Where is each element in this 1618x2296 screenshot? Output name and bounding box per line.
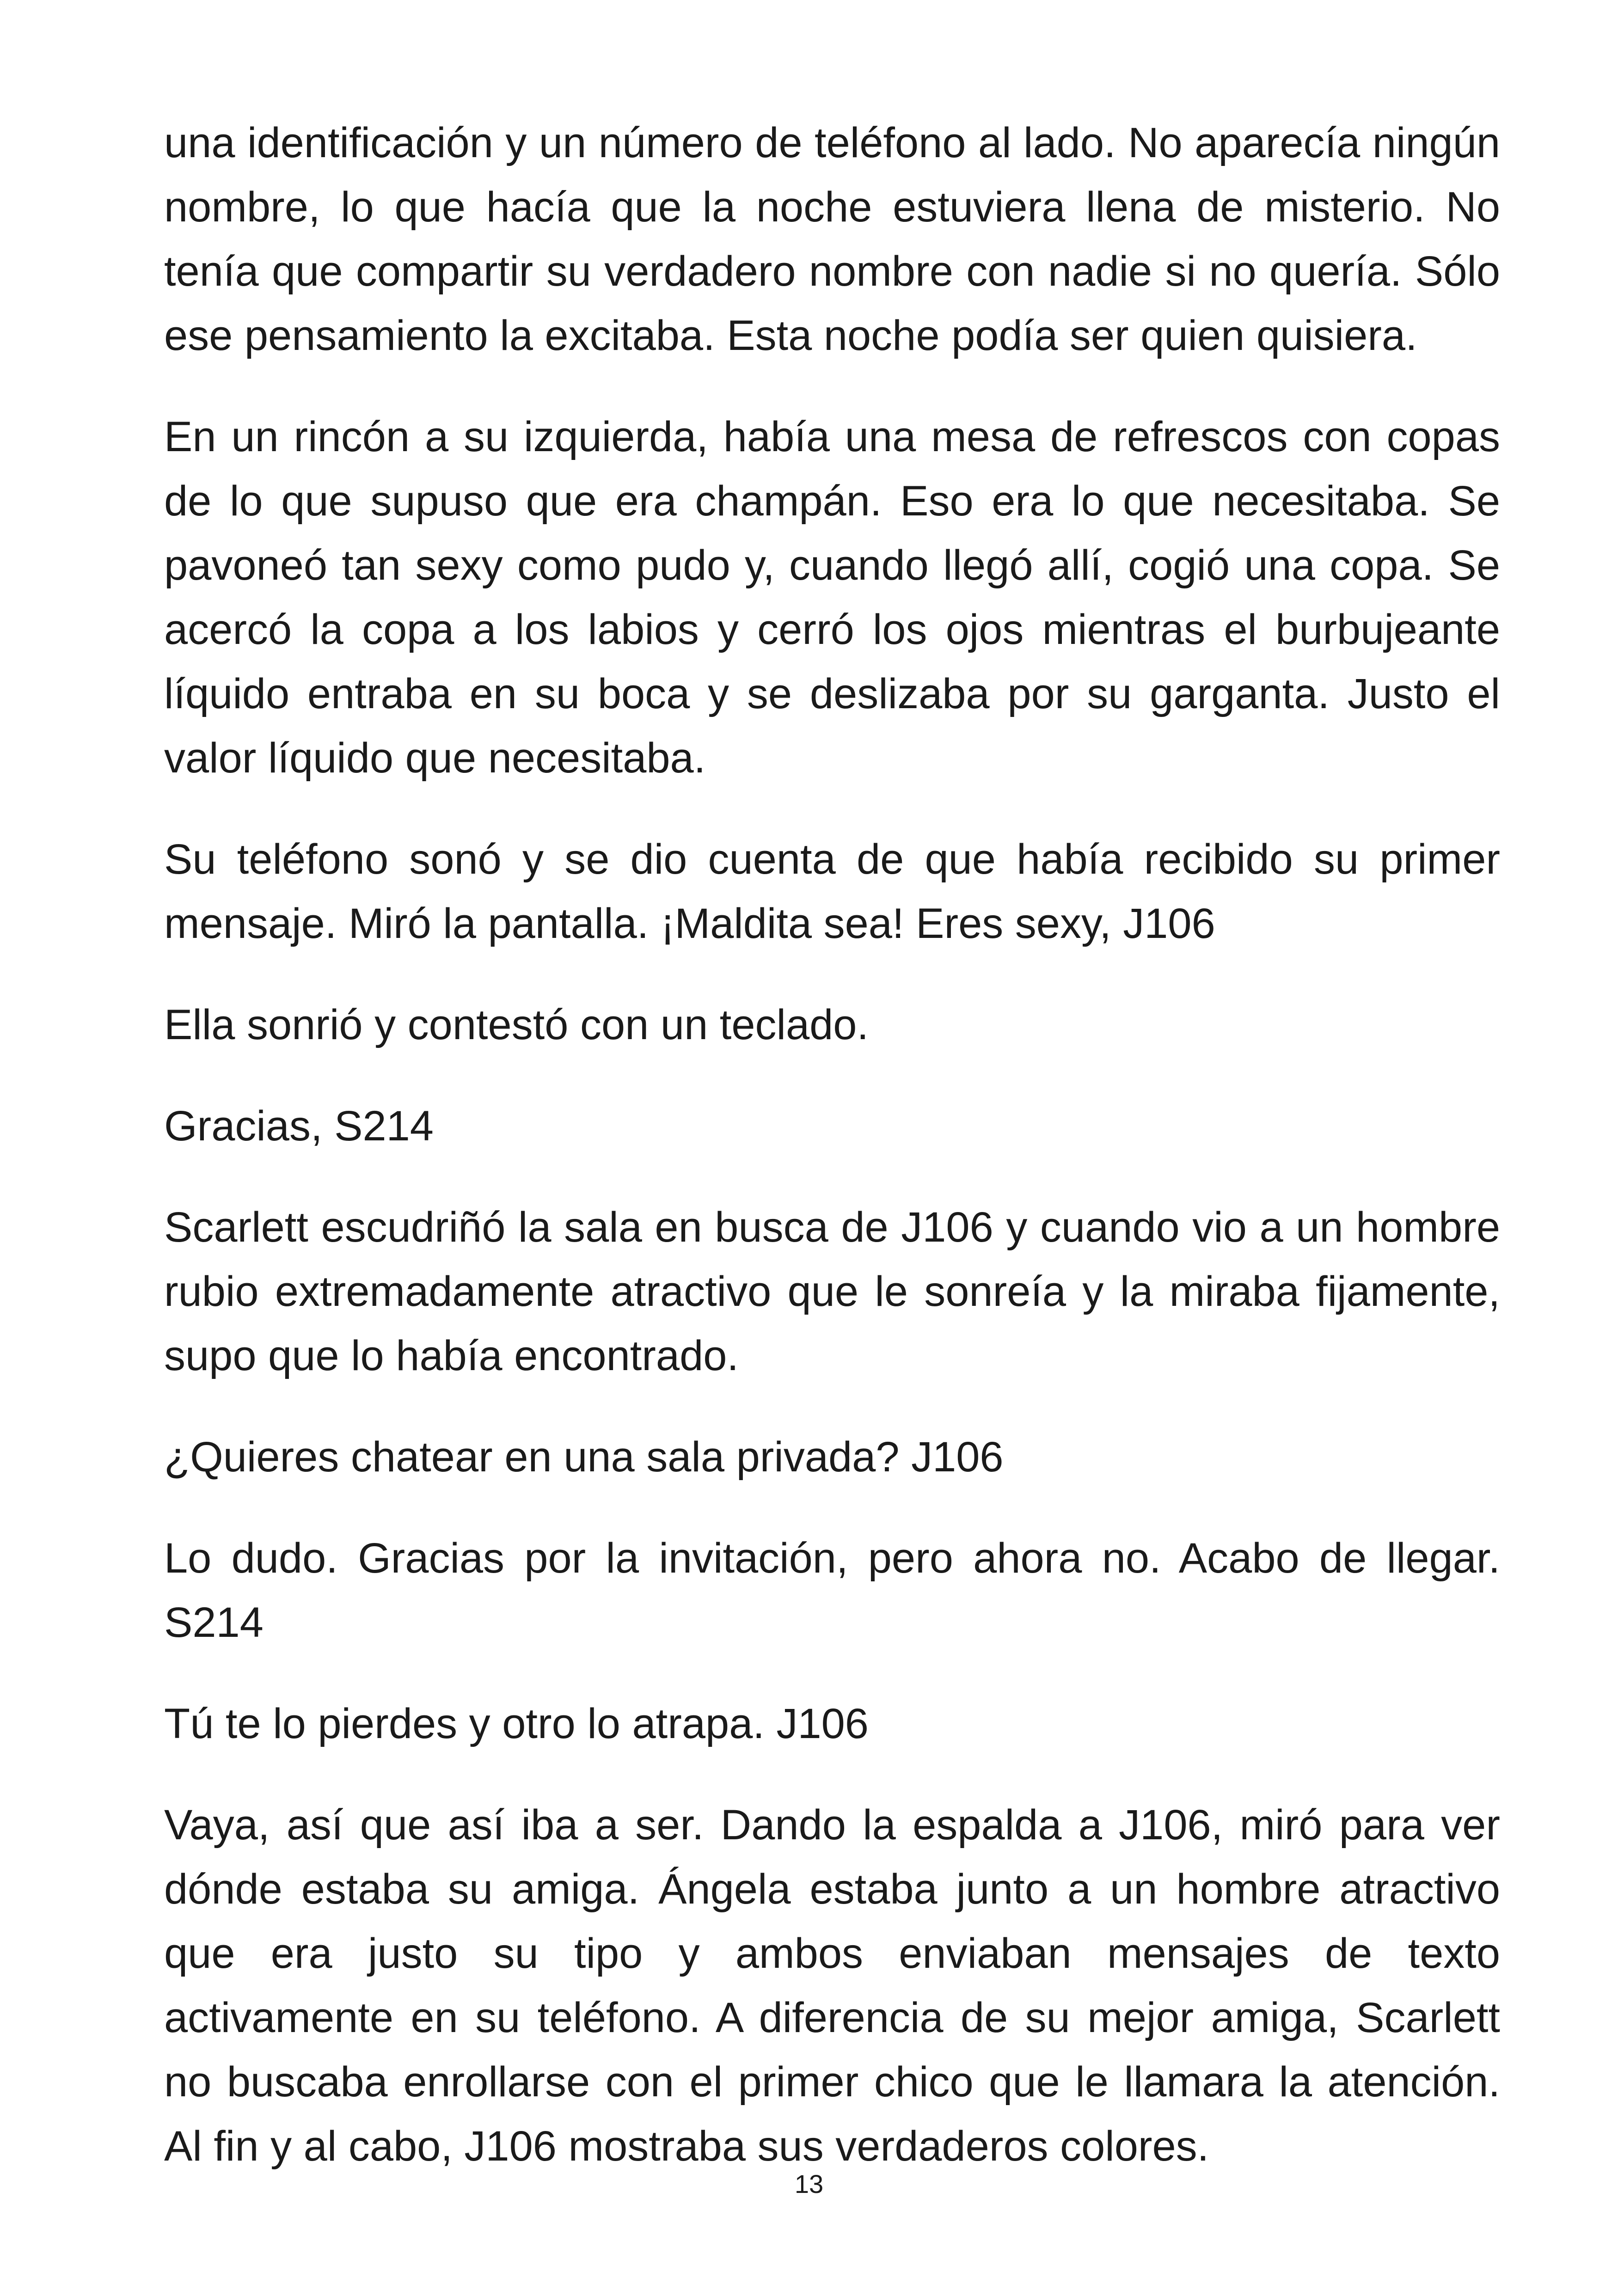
page-body — [164, 111, 1500, 2191]
paragraph-4: Ella sonrió y contestó con un teclado. — [164, 1001, 869, 1048]
paragraph-10: Vaya, así que así iba a ser. Dando la espalda a J106, miró para ver dónde estaba su amiga. Ángela estaba junto a un hombre atractivo que era justo su tipo y ambos enviaban mensajes de texto activamente en su teléfono. A diferencia de su mejor amiga, Scarlett no buscaba enrollarse con el primer chico que le llamara la atención. Al fin y al cabo, J106 mostraba sus verdaderos colores. — [164, 1801, 1500, 2170]
paragraph-2: En un rincón a su izquierda, había una mesa de refrescos con copas de lo que supuso que era champán. Eso era lo que necesitaba. Se pavoneó tan sexy como pudo y, cuando llegó allí, cogió una copa. Se acercó la copa a los labios y cerró los ojos mientras el burbujeante líquido entraba en su boca y se deslizaba por su garganta. Justo el valor líquido que necesitaba. — [164, 413, 1500, 782]
paragraph-6: Scarlett escudriñó la sala en busca de J106 y cuando vio a un hombre rubio extremadamente atractivo que le sonreía y la miraba fijamente, supo que lo había encontrado. — [164, 1204, 1500, 1379]
paragraph-3: Su teléfono sonó y se dio cuenta de que había recibido su primer mensaje. Miró la pantalla. ¡Maldita sea! Eres sexy, J106 — [164, 836, 1500, 947]
page-number: 13 — [794, 2169, 824, 2198]
paragraph-5: Gracias, S214 — [164, 1102, 434, 1150]
paragraph-7: ¿Quieres chatear en una sala privada? J106 — [164, 1433, 1004, 1481]
paragraph-9: Tú te lo pierdes y otro lo atrapa. J106 — [164, 1700, 869, 1747]
paragraph-8: Lo dudo. Gracias por la invitación, pero ahora no. Acabo de llegar. S214 — [164, 1535, 1500, 1646]
paragraph-1: una identificación y un número de teléfono al lado. No aparecía ningún nombre, lo que hacía que la noche estuviera llena de misterio. No tenía que compartir su verdadero nombre con nadie si no quería. Sólo ese pensamiento la excitaba. Esta noche podía ser quien quisiera. — [164, 119, 1500, 359]
